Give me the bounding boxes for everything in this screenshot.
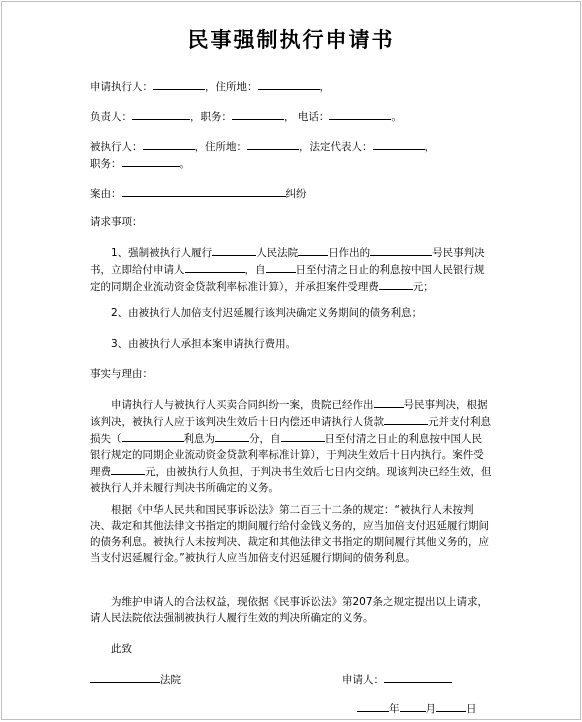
request1-amount-blank[interactable] bbox=[185, 261, 245, 273]
facts-loss-blank[interactable] bbox=[122, 430, 184, 442]
respondent-address-blank[interactable] bbox=[247, 138, 299, 150]
facts-start-date-blank[interactable] bbox=[281, 430, 325, 442]
request-item-2: 2、由被执行人加倍支付迟延履行该判决确定义务期间的债务利息； bbox=[111, 307, 423, 319]
request1-date-blank[interactable] bbox=[298, 244, 328, 256]
facts-paragraph-1: 申请执行人与被执行人买卖合同纠纷一案，贵院已经作出 号民事判决，根据该判决，被执行人应于该判决生效后十日内偿还申请执行人货款 元并支付利息损失（ 利息为 分，自 日至付清之日止的利息按中国人民银行规定的同期企业流动资金贷款利率标准计算），于判决生效后十日内执行。案件受理费 元，由被执行人负担，于判决书生效后七日内交纳。现该判决已经生效，但被执行人并未履行判决书所确定的义务。 bbox=[90, 396, 492, 496]
closing-text: 此致 bbox=[111, 643, 132, 655]
request1-number-blank[interactable] bbox=[370, 244, 432, 256]
responsible-phone-blank[interactable] bbox=[329, 108, 391, 120]
facts-fee-blank[interactable] bbox=[111, 463, 145, 475]
request-item-1: 1、强制被执行人履行 人民法院 日作出的 号民事判决书，立即给付申请人 ，自 日至付清之日止的利息按中国人民银行规定的同期企业流动资金贷款利率标准计算），并承担案件受理费 元； bbox=[90, 244, 492, 295]
applicant-address-blank[interactable] bbox=[258, 78, 320, 90]
document-page bbox=[1, 1, 581, 720]
responsible-line: 负责人： ，职务： ， 电话： 。 bbox=[90, 108, 492, 125]
case-line: 案由： 纠纷 bbox=[90, 185, 492, 202]
responsible-position-blank[interactable] bbox=[232, 108, 284, 120]
requests-heading: 请求事项： bbox=[90, 216, 143, 228]
month-blank[interactable] bbox=[400, 700, 426, 712]
request1-court-blank[interactable] bbox=[212, 244, 256, 256]
request1-fee-blank[interactable] bbox=[379, 278, 413, 290]
applicant-line: 申请执行人： ，住所地： ， bbox=[90, 78, 492, 95]
signer-name-blank[interactable] bbox=[384, 671, 452, 683]
date-line: 年 月 日 bbox=[357, 700, 477, 717]
year-blank[interactable] bbox=[357, 700, 389, 712]
request-item-3: 3、由被执行人承担本案申请执行费用。 bbox=[111, 338, 297, 350]
facts-judgment-number-blank[interactable] bbox=[374, 396, 404, 408]
court-name-blank[interactable] bbox=[90, 671, 160, 683]
respondent-line: 被执行人： ，住所地： ，法定代表人： ， 职务： 。 bbox=[90, 138, 492, 172]
applicant-name-blank[interactable] bbox=[153, 78, 205, 90]
facts-paragraph-2: 根据《中华人民共和国民事诉讼法》第二百三十二条的规定：“被执行人未按判决、裁定和其他法律文书指定的期间履行给付金钱义务的，应当加倍支付迟延履行期间的债务利息。被执行人未按判决、裁定和其他法律文书指定的期间履行其他义务的，应当支付迟延履行金。”被执行人应当加倍支付迟延履行期间的债务利息。 bbox=[90, 504, 489, 564]
document-title: 民事强制执行申请书 bbox=[187, 27, 395, 52]
signature-line: 法院 bbox=[90, 671, 492, 688]
day-blank[interactable] bbox=[436, 700, 466, 712]
facts-interest-blank[interactable] bbox=[215, 430, 249, 442]
respondent-name-blank[interactable] bbox=[143, 138, 195, 150]
facts-heading: 事实与理由： bbox=[90, 368, 153, 380]
case-cause-blank[interactable] bbox=[122, 185, 286, 197]
respondent-position-blank[interactable] bbox=[122, 155, 180, 167]
facts-paragraph-3: 为维护申请人的合法权益，现依据《民事诉讼法》第207条之规定提出以上请求，请人民法院依法强制被执行人履行生效的判决所确定的义务。 bbox=[90, 596, 489, 624]
request1-start-date-blank[interactable] bbox=[266, 261, 296, 273]
facts-amount-blank[interactable] bbox=[384, 413, 428, 425]
responsible-name-blank[interactable] bbox=[132, 108, 190, 120]
respondent-legal-rep-blank[interactable] bbox=[373, 138, 425, 150]
signer-line: 申请人： bbox=[342, 671, 452, 688]
